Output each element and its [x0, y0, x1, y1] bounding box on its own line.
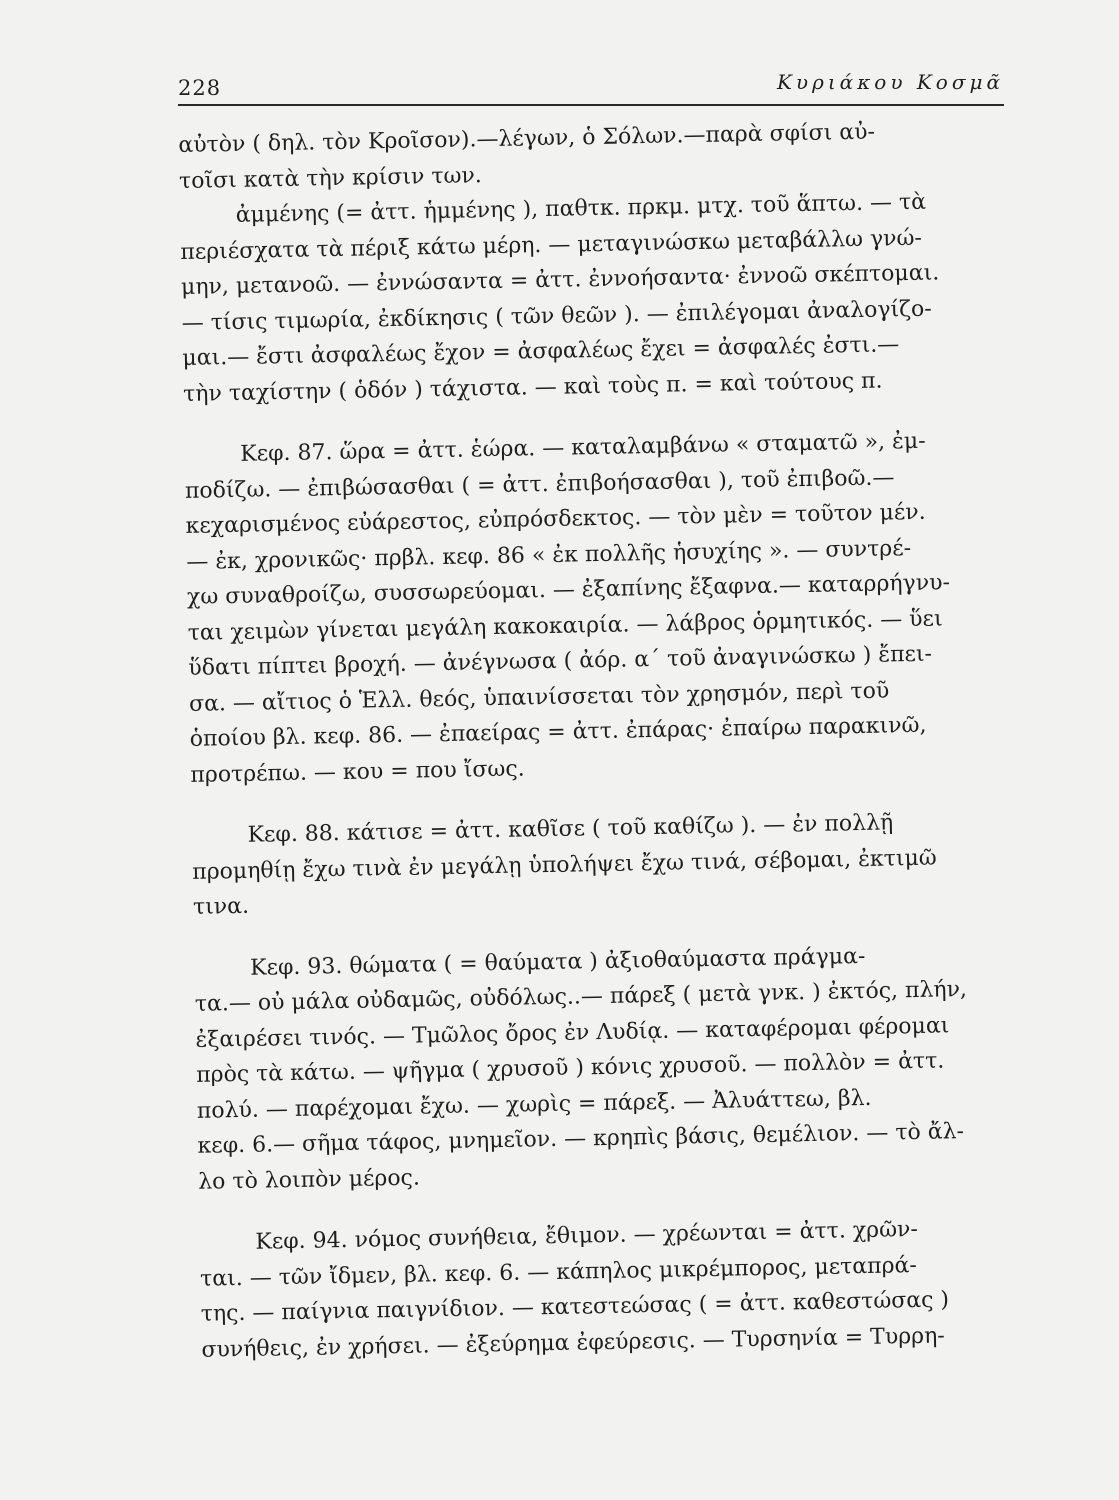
text-line: αὐτὸν ( δηλ. τὸν Κροῖσον).—λέγων, ὁ Σόλων.—παρὰ σφίσι αὐ-	[178, 119, 876, 158]
text-line: ἐξαιρέσει τινός. — Τμῶλος ὄρος ἐν Λυδίᾳ. — καταφέρομαι φέρομαι	[195, 1012, 950, 1053]
text-line: μην, μετανοῶ. — ἐννώσαντα = ἀττ. ἐννοήσαντα· ἐννοῶ σκέπτομαι.	[180, 260, 940, 300]
text-line: Κεφ. 87. ὥρα = ἀττ. ἑώρα. — καταλαμβάνω « σταματῶ », ἐμ-	[240, 428, 926, 467]
paragraph-chapter-93	[194, 935, 1034, 1199]
text-line: περιέσχατα τὰ πέριξ κάτω μέρη. — μεταγινώσκω μεταβάλλω γνώ-	[180, 225, 923, 265]
paragraph-chapter-88	[191, 803, 1028, 926]
page-header	[178, 50, 1004, 106]
glossary-body	[178, 112, 1037, 1368]
text-line: λο τὸ λοιπὸν μέρος.	[197, 1165, 421, 1195]
text-line: πολύ. — παρέχομαι ἔχω. — χωρὶς = πάρεξ. — Ἀλυάττεω, βλ.	[196, 1085, 872, 1124]
page-number: 228	[178, 76, 222, 100]
paragraph-chapter-87	[184, 422, 1026, 793]
text-line: χω συναθροίζω, συσσωρεύομαι. — ἐξαπίνης ἔξαφνα.— καταρρήγνυ-	[186, 570, 951, 610]
text-line: ἀμμένης (= ἀττ. ἡμμένης ), παθτκ. πρκμ. μτχ. τοῦ ἅπτω. — τὰ	[235, 189, 927, 228]
text-line: — τίσις τιμωρία, ἐκδίκησις ( τῶν θεῶν ). — ἐπιλέγομαι ἀναλογίζο-	[181, 296, 932, 336]
text-line: μαι.— ἔστι ἀσφαλέως ἔχον = ἀσφαλέως ἔχει = ἀσφαλές ἐστι.—	[182, 332, 900, 371]
text-line: προτρέπω. — κου = που ἴσως.	[190, 755, 525, 788]
text-line: ται χειμὼν γίνεται μεγάλη κακοκαιρία. — λάβρος ὁρμητικός. — ὕει	[187, 605, 943, 646]
text-line: — ἐκ, χρονικῶς· πρβλ. κεφ. 86 « ἐκ πολλῆς ἡσυχίης ». — συντρέ-	[186, 535, 912, 575]
text-line: τινα.	[192, 893, 250, 920]
text-line: σα. — αἴτιος ὁ Ἑλλ. θεός, ὑπαινίσσεται τὸν χρησμόν, περὶ τοῦ	[188, 677, 890, 717]
text-line: τὴν ταχίστην ( ὁδόν ) τάχιστα. — καὶ τοὺς π. = καὶ τούτους π.	[182, 368, 883, 407]
text-line: Κεφ. 94. νόμος συνήθεια, ἔθιμον. — χρέωνται = ἀττ. χρῶν-	[255, 1217, 919, 1255]
text-line: πρὸς τὰ κάτω. — ψῆγμα ( χρυσοῦ ) κόνις χρυσοῦ. — πολλὸν = ἀττ.	[195, 1048, 945, 1088]
text-line: τα.— οὐ μάλα οὐδαμῶς, οὐδόλως..— πάρεξ ( μετὰ γνκ. ) ἐκτός, πλήν,	[194, 977, 968, 1017]
text-line: της. — παίγνια παιγνίδιον. — κατεστεώσας ( = ἀττ. καθεστώσας )	[200, 1287, 950, 1327]
text-line: συνήθεις, ἐν χρήσει. — ἐξεύρημα ἐφεύρεσις. — Τυρσηνία = Τυρρη-	[201, 1323, 945, 1363]
text-line: ὕδατι πίπτει βροχή. — ἀνέγνωσα ( ἀόρ. α΄ τοῦ ἀναγινώσκω ) ἔπει-	[188, 641, 933, 681]
text-line: ὁποίου βλ. κεφ. 86. — ἐπαείρας = ἀττ. ἐπάρας· ἐπαίρω παρακινῶ,	[189, 712, 927, 752]
text-line: ποδίζω. — ἐπιβώσασθαι ( = ἀττ. ἐπιβοήσασθαι ), τοῦ ἐπιβοῶ.—	[184, 464, 895, 504]
running-head: Κυριάκου Κοσμᾶ	[776, 70, 1004, 94]
paragraph-chapter-94	[199, 1210, 1037, 1368]
text-line: προμηθίῃ ἔχω τινὰ ἐν μεγάλῃ ὑπολήψει ἔχω τινά, σέβομαι, ἐκτιμῶ	[192, 845, 937, 885]
text-line: τοῖσι κατὰ τὴν κρίσιν των.	[178, 162, 483, 194]
text-line: κεχαρισμένος εὐάρεστος, εὐπρόσδεκτος. — τὸν μὲν = τοῦτον μέν.	[185, 499, 926, 539]
text-line: ται. — τῶν ἴδμεν, βλ. κεφ. 6. — κάπηλος μικρέμπορος, μεταπρά-	[199, 1252, 918, 1292]
text-line: κεφ. 6.— σῆμα τάφος, μνημεῖον. — κρηπὶς βάσις, θεμέλιον. — τὸ ἄλ-	[197, 1119, 965, 1159]
text-line: Κεφ. 88. κάτισε = ἀττ. καθῖσε ( τοῦ καθίζω ). — ἐν πολλῇ	[247, 810, 894, 848]
text-line: Κεφ. 93. θώματα ( = θαύματα ) ἀξιοθαύμαστα πράγμα-	[249, 943, 866, 981]
paragraph-intro	[178, 112, 1018, 412]
